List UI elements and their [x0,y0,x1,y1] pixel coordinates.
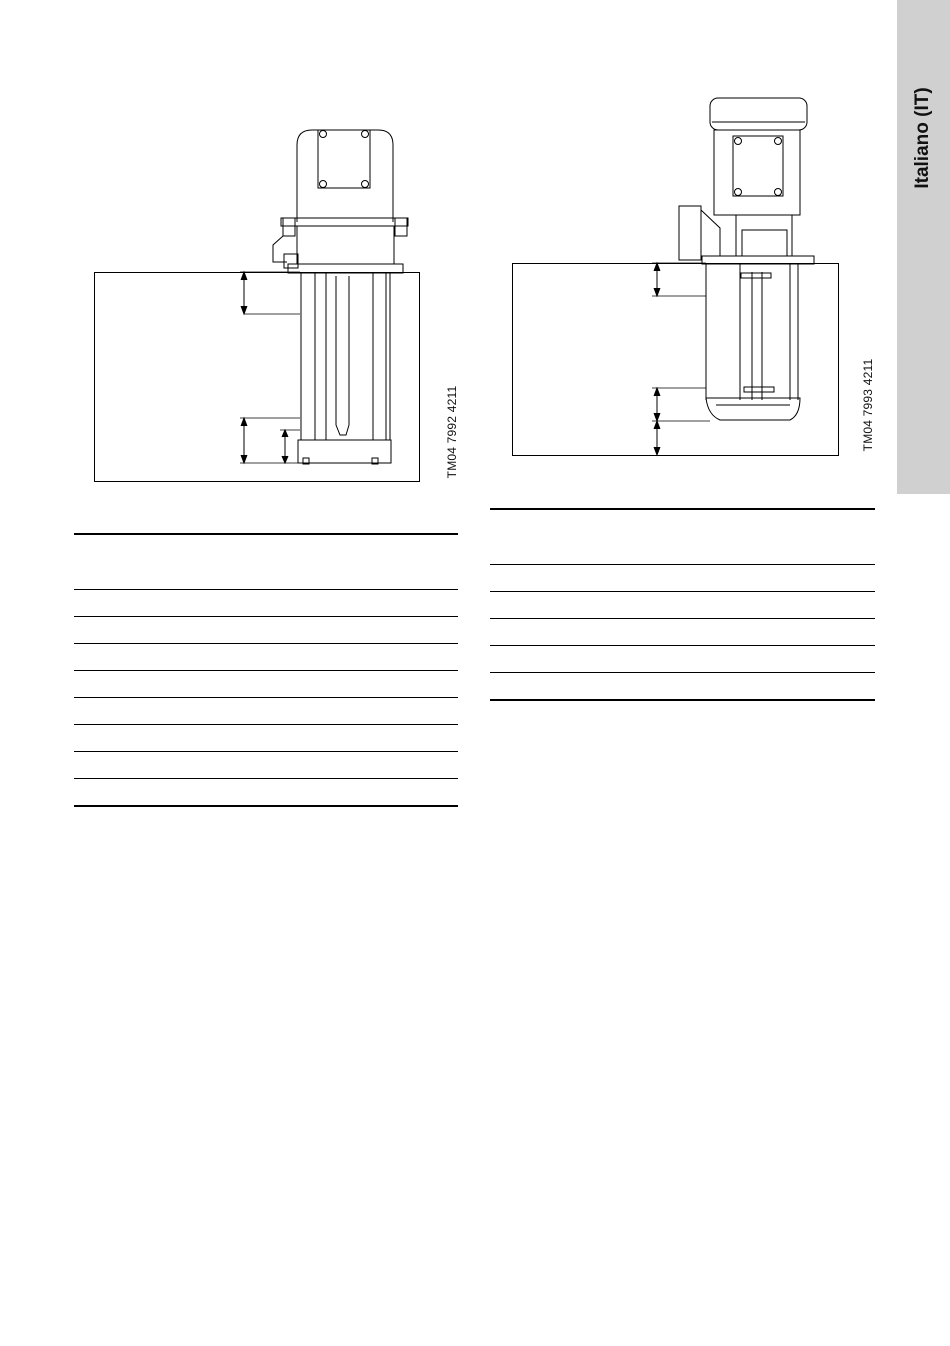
pump-foot [706,398,800,420]
table-bottom-rule [490,699,875,701]
figure-code-left: TM04 7992 4211 [445,385,459,479]
table-top-rule [74,533,458,535]
table-row-rule [74,589,458,590]
terminal-box [318,130,370,188]
table-row-rule [490,672,875,673]
terminal-box [733,136,783,196]
table-row-rule [490,564,875,565]
table-row-rule [74,778,458,779]
dimension-marks [240,272,300,463]
table-row-rule [74,751,458,752]
pump-drawing-right [508,95,848,460]
language-label: Italiano (IT) [912,87,933,189]
table-row-rule [74,670,458,671]
outlet-port [679,206,701,260]
motor-cap [710,98,807,130]
motor-body [714,130,800,215]
table-row-rule [74,643,458,644]
table-row-rule [490,618,875,619]
outlet-port [284,254,298,268]
figure-code-right: TM04 7993 4211 [861,358,875,452]
dimension-table-left [74,533,458,808]
table-row-rule [74,724,458,725]
pump-drawing-left [90,125,430,487]
motor-body [297,130,393,222]
motor-flange [281,218,408,226]
table-row-rule [74,697,458,698]
table-top-rule [490,508,875,510]
mounting-plate [288,264,403,273]
dimension-marks [652,263,710,455]
pump-foot [298,440,391,463]
dimension-table-right [490,508,875,702]
table-row-rule [74,616,458,617]
mounting-plate [702,256,814,264]
table-row-rule [490,645,875,646]
tank-outline [95,273,420,482]
pump-column [301,273,390,440]
language-side-tab [897,0,950,494]
table-bottom-rule [74,805,458,807]
table-row-rule [490,591,875,592]
